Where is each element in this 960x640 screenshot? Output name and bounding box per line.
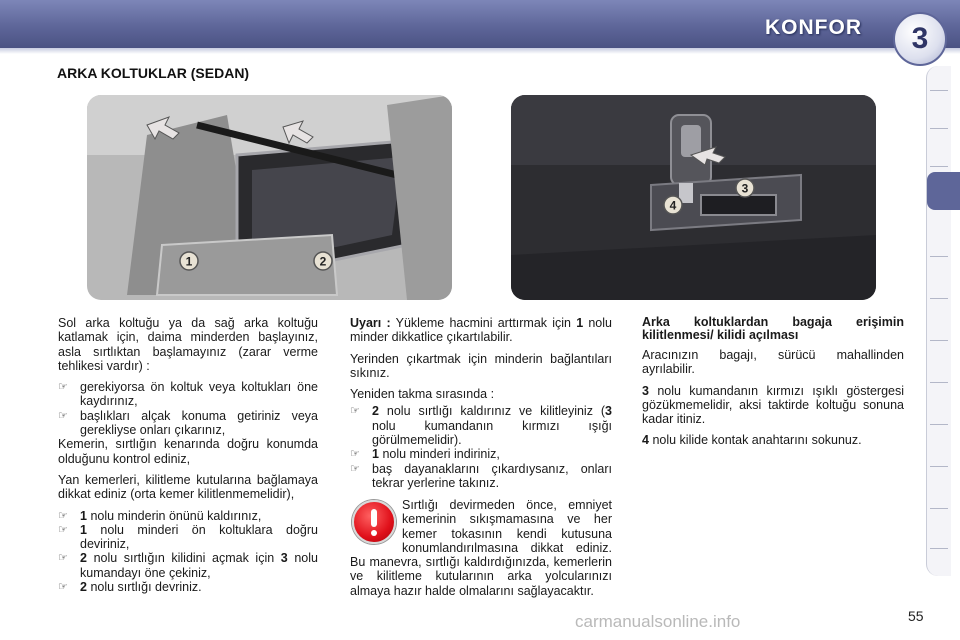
pointing-hand-icon: ☞ xyxy=(58,409,68,422)
column-3 xyxy=(642,316,904,455)
paragraph: Yeniden takma sırasında : xyxy=(350,387,495,402)
chapter-tab-marker xyxy=(930,90,948,91)
pointing-hand-icon: ☞ xyxy=(350,462,360,475)
chapter-tab-marker xyxy=(930,508,948,509)
step-item: ☞ 2 nolu sırtlığın kilidini açmak için 3 nolu kumandayı öne çekiniz, xyxy=(58,551,318,580)
paragraph: 4 nolu kilide kontak anahtarını sokunuz. xyxy=(642,433,862,448)
chapter-tab-marker xyxy=(930,548,948,549)
chapter-tab-marker xyxy=(930,340,948,341)
chapter-badge: 3 xyxy=(893,12,947,66)
section-title: KONFOR xyxy=(765,16,862,39)
chapter-rail xyxy=(926,66,951,576)
chapter-tab-marker xyxy=(930,298,948,299)
callout-1 xyxy=(180,252,198,270)
caution-text: Sırtlığı devirmeden önce, emniyet kemerinin sıkışmamasına ve her kemer tokasının kendi kutusuna konumlandırılmasına dikkat ediniz. Bu manevra, sırtlığı kaldırdığınızda, kemerlerin ve kilitleme kutularının arka yolcularınızı almaya hazır halde olmalarını sağlayacaktır. xyxy=(350,498,612,598)
page-number: 55 xyxy=(908,608,924,624)
step-item: ☞ 2 nolu sırtlığı kaldırınız ve kilitleyiniz (3 nolu kumandanın kırmızı ışığı görülmemelidir). xyxy=(350,404,612,448)
pointing-hand-icon: ☞ xyxy=(58,523,68,536)
svg-text:2: 2 xyxy=(319,254,327,269)
pointing-hand-icon: ☞ xyxy=(58,509,68,522)
step-item: ☞ 1 nolu minderi ön koltuklara doğru deviriniz, xyxy=(58,522,318,552)
pointing-hand-icon: ☞ xyxy=(58,381,68,394)
svg-text:3: 3 xyxy=(741,181,749,196)
watermark: carmanualsonline.info xyxy=(575,612,741,631)
step-item: ☞ 2 nolu sırtlığı devriniz. xyxy=(58,580,202,595)
trunk-lock-photo xyxy=(511,95,876,300)
svg-text:1: 1 xyxy=(185,254,193,269)
svg-text:4: 4 xyxy=(669,198,677,213)
step-item: ☞ baş dayanaklarını çıkardıysanız, onları tekrar yerlerine takınız. xyxy=(350,461,612,490)
bullet-item: ☞ başlıkları alçak konuma getiriniz veya gerekliyse onları çıkarınız, xyxy=(58,408,318,438)
callout-3 xyxy=(736,179,754,197)
chapter-tab-marker xyxy=(930,128,948,129)
paragraph: Yerinden çıkartmak için minderin bağlantıları sıkınız. xyxy=(350,351,612,380)
paragraph: Aracınızın bagajı, sürücü mahallinden ayrılabilir. xyxy=(642,348,904,377)
paragraph: 3 nolu kumandanın kırmızı ışıklı göstergesi gözükmemelidir, aksi taktirde koltuğu sonuna kadar itiniz. xyxy=(642,383,904,427)
chapter-3-tab[interactable] xyxy=(927,172,960,210)
callout-2 xyxy=(314,252,332,270)
warning-paragraph: Uyarı : Yükleme hacmini arttırmak için 1 nolu minder dikkatlice çıkartılabilir. xyxy=(350,316,612,345)
pointing-hand-icon: ☞ xyxy=(58,581,68,594)
page-title: ARKA KOLTUKLAR (SEDAN) xyxy=(57,65,250,81)
chapter-tab-marker xyxy=(930,166,948,167)
chapter-tab-marker xyxy=(930,256,948,257)
paragraph: Yan kemerleri, kilitleme kutularına bağlamaya dikkat ediniz (orta kemer kilitlenmemelidir), xyxy=(58,472,318,502)
chapter-tab-marker xyxy=(930,466,948,467)
intro-paragraph: Sol arka koltuğu ya da sağ arka koltuğu katlamak için, daima minderden başlayınız, asla sırtlıktan başlamayınız (zarar verme tehlikesi vardır) : xyxy=(58,316,318,373)
bullet-item: ☞ gerekiyorsa ön koltuk veya koltukları öne kaydırınız, xyxy=(58,380,318,409)
pointing-hand-icon: ☞ xyxy=(350,448,360,461)
chapter-tab-marker xyxy=(930,382,948,383)
paragraph: Kemerin, sırtlığın kenarında doğru konumda olduğunu kontrol ediniz, xyxy=(58,437,318,466)
rear-seat-photo xyxy=(87,95,452,300)
section-heading: Arka koltuklardan bagaja erişimin kilitlenmesi/ kilidi açılması xyxy=(642,315,904,342)
pointing-hand-icon: ☞ xyxy=(350,405,360,418)
step-item: ☞ 1 nolu minderin önünü kaldırınız, xyxy=(58,508,262,523)
step-item: ☞ 1 nolu minderi indiriniz, xyxy=(350,447,500,462)
column-2 xyxy=(350,316,612,490)
pointing-hand-icon: ☞ xyxy=(58,552,68,565)
exclamation-icon xyxy=(352,500,396,544)
header-strip xyxy=(0,48,960,54)
callout-4 xyxy=(664,196,682,214)
column-1 xyxy=(58,316,318,594)
chapter-tab-marker xyxy=(930,424,948,425)
